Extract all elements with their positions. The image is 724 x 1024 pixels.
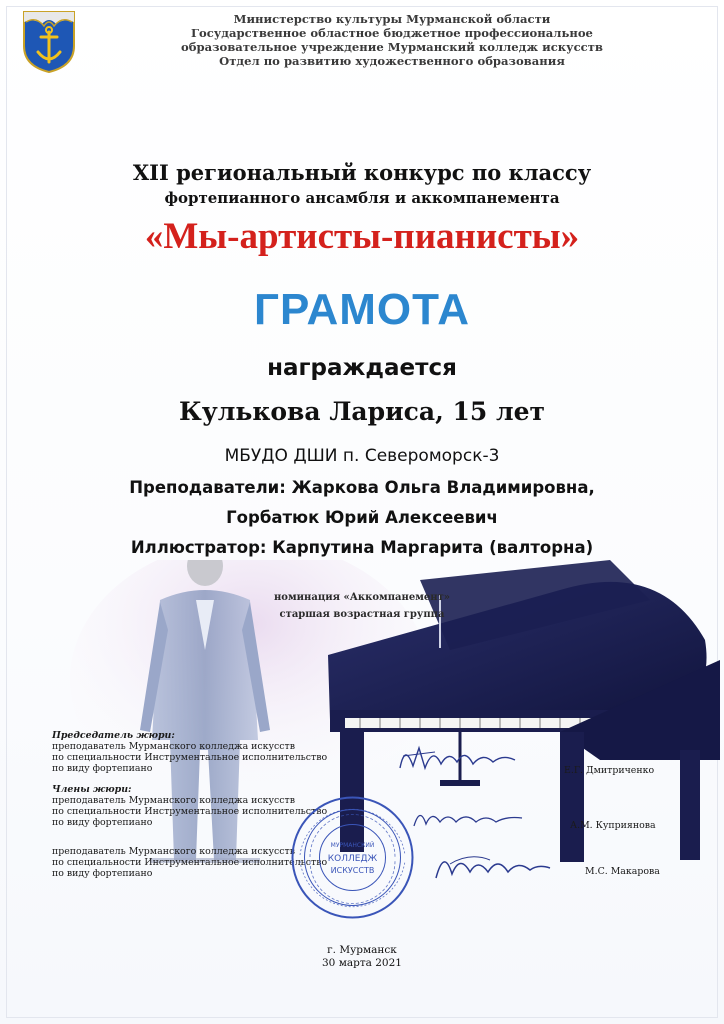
institution-header bbox=[82, 12, 702, 68]
nomination: номинация «Аккомпанемент» bbox=[273, 592, 451, 603]
jury-member-line: преподаватель Мурманского колледжа искусств bbox=[52, 846, 295, 857]
jury-member-line: по специальности Инструментальное исполнительство bbox=[52, 857, 328, 868]
jury-chair-title: Председатель жюри: bbox=[52, 730, 175, 741]
student-name: Кулькова Лариса, 15 лет bbox=[178, 397, 545, 426]
stamp-center-bot: ИСКУССТВ bbox=[330, 866, 375, 875]
jury-members-title: Члены жюри: bbox=[52, 784, 132, 795]
footer-date: 30 марта 2021 bbox=[322, 957, 402, 969]
jury-member-2-block bbox=[52, 846, 327, 879]
jury-chair-line: по специальности Инструментальное исполнительство bbox=[52, 752, 328, 763]
contest-name: «Мы-артисты-пианисты» bbox=[144, 216, 580, 257]
stamp-center-mid: КОЛЛЕДЖ bbox=[327, 854, 378, 864]
jury-member-line: по виду фортепиано bbox=[52, 868, 153, 879]
college-stamp bbox=[290, 795, 415, 920]
document-type-title: ГРАМОТА bbox=[254, 285, 470, 334]
teachers-line1: Преподаватели: Жаркова Ольга Владимировна, bbox=[129, 478, 595, 497]
teachers-line2: Горбатюк Юрий Алексеевич bbox=[226, 508, 498, 527]
awarded-label: награждается bbox=[267, 355, 457, 381]
age-group: старшая возрастная группа bbox=[279, 609, 445, 620]
jury-member-line: преподаватель Мурманского колледжа искусств bbox=[52, 795, 295, 806]
jury-chair-name: Е.Г. Дмитриченко bbox=[564, 765, 655, 776]
contest-title-line1: XII региональный конкурс по классу bbox=[132, 160, 592, 185]
jury-member-line: по специальности Инструментальное исполнительство bbox=[52, 806, 328, 817]
jury-member-line: по виду фортепиано bbox=[52, 817, 153, 828]
member-2-signature bbox=[430, 844, 555, 886]
jury-member-1-block bbox=[52, 784, 327, 828]
murmansk-coat-of-arms-emblem bbox=[18, 8, 80, 74]
stamp-center-top: МУРМАНСКИЙ bbox=[330, 842, 375, 849]
header-line-college-type: Государственное областное бюджетное профессиональное bbox=[191, 26, 593, 40]
header-line-ministry: Министерство культуры Мурманской области bbox=[233, 12, 551, 26]
jury-member-2-name: М.С. Макарова bbox=[585, 866, 660, 877]
school-name: МБУДО ДШИ п. Североморск-3 bbox=[224, 446, 500, 466]
jury-chair-line: по виду фортепиано bbox=[52, 763, 153, 774]
illustrator-line: Иллюстратор: Карпутина Маргарита (валторна) bbox=[130, 538, 594, 557]
footer-city: г. Мурманск bbox=[327, 944, 397, 956]
contest-title-line2: фортепианного ансамбля и аккомпанемента bbox=[164, 189, 560, 207]
header-line-department: Отдел по развитию художественного образования bbox=[219, 54, 565, 68]
jury-chair-block bbox=[52, 730, 327, 774]
jury-chair-line: преподаватель Мурманского колледжа искусств bbox=[52, 741, 295, 752]
chair-signature bbox=[395, 738, 525, 778]
jury-member-1-name: А.М. Куприянова bbox=[570, 820, 656, 831]
header-line-college-name: образовательное учреждение Мурманский колледж искусств bbox=[181, 40, 603, 54]
member-1-signature bbox=[410, 800, 530, 836]
